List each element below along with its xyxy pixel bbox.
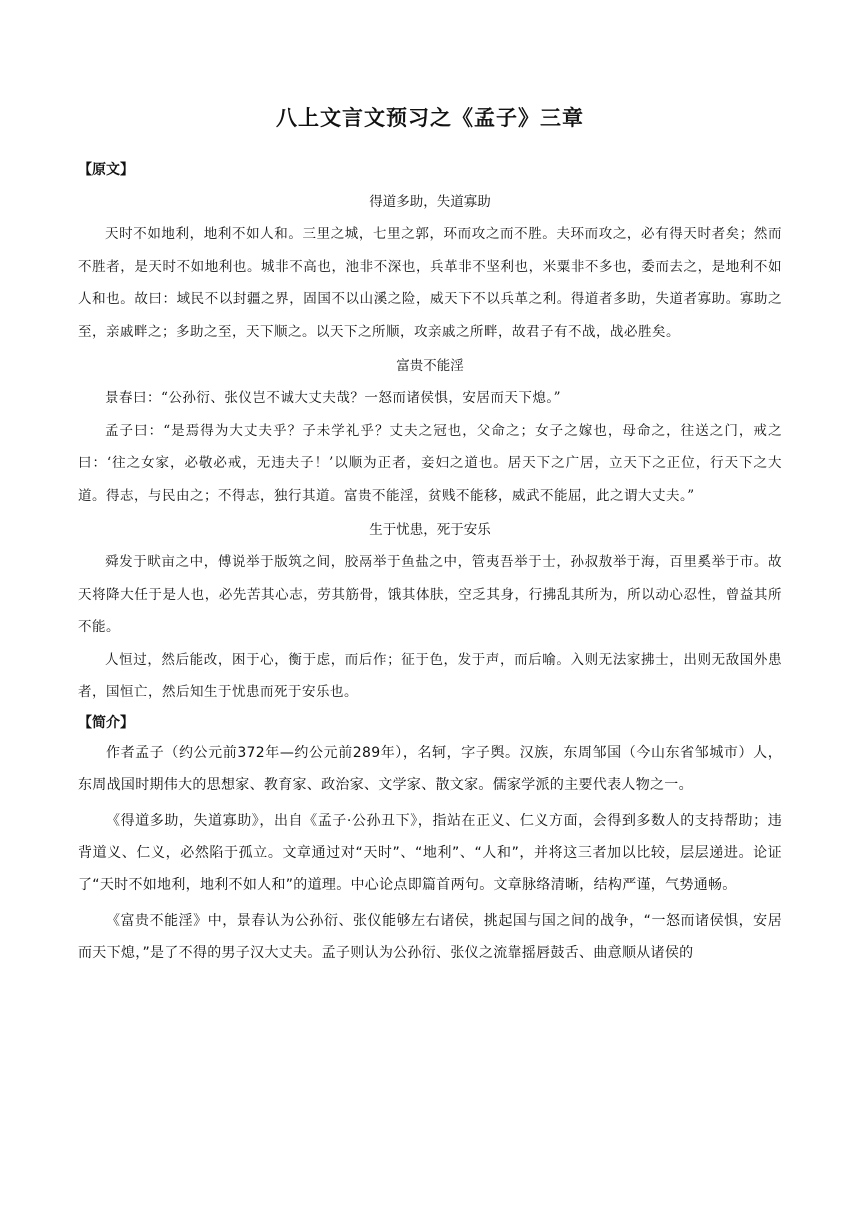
chapter-title-2: 富贵不能淫 bbox=[396, 358, 464, 374]
chapter-title-1: 得道多助，失道寡助 bbox=[369, 194, 491, 210]
section-heading-intro: 【简介】 bbox=[78, 714, 134, 731]
intro-paragraph-1: 作者孟子（约公元前372年—约公元前289年），名轲，字子舆。汉族，东周邹国（今山东省邹城市）人，东周战国时期伟大的思想家、教育家、政治家、文学家、散文家。儒家学派的主要代表人物之一。 bbox=[78, 744, 782, 793]
chapter-1-paragraph-1: 天时不如地利，地利不如人和。三里之城，七里之郭，环而攻之而不胜。夫环而攻之，必有得天时者矣；然而不胜者，是天时不如地利也。城非不高也，池非不深也，兵革非不坚利也，米粟非不多也，委而去之，是地利不如人和也。故曰：域民不以封疆之界，固国不以山溪之险，威天下不以兵革之利。得道者多助，失道者寡助。寡助之至，亲戚畔之；多助之至，天下顺之。以天下之所顺，攻亲戚之所畔，故君子有不战，战必胜矣。 bbox=[78, 226, 782, 340]
chapter-2-paragraph-2: 孟子曰：“是焉得为大丈夫乎？子未学礼乎？丈夫之冠也，父命之；女子之嫁也，母命之，往送之门，戒之曰：‘往之女家，必敬必戒，无违夫子！’以顺为正者，妾妇之道也。居天下之广居，立天下之正位，行天下之大道。得志，与民由之；不得志，独行其道。富贵不能淫，贫贱不能移，威武不能屈，此之谓大丈夫。” bbox=[78, 422, 782, 504]
chapter-3-paragraph-1: 舜发于畎亩之中，傅说举于版筑之间，胶鬲举于鱼盐之中，管夷吾举于士，孙叔敖举于海，百里奚举于市。故天将降大任于是人也，必先苦其心志，劳其筋骨，饿其体肤，空乏其身，行拂乱其所为，所以动心忍性，曾益其所不能。 bbox=[78, 554, 782, 635]
original-text bbox=[78, 186, 782, 709]
intro-text bbox=[78, 737, 782, 969]
chapter-title-3: 生于忧患，死于安乐 bbox=[369, 522, 491, 538]
chapter-2-paragraph-1: 景春曰：“公孙衍、张仪岂不诚大丈夫哉？一怒而诸侯惧，安居而天下熄。” bbox=[105, 390, 562, 406]
intro-paragraph-3: 《富贵不能淫》中，景春认为公孙衍、张仪能够左右诸侯，挑起国与国之间的战争，“一怒而诸侯惧，安居而天下熄，”是了不得的男子汉大丈夫。孟子则认为公孙衍、张仪之流靠摇唇鼓舌、曲意顺从诸侯的 bbox=[78, 912, 782, 961]
intro-paragraph-2: 《得道多助，失道寡助》，出自《孟子·公孙丑下》，指站在正义、仁义方面，会得到多数人的支持帮助；违背道义、仁义，必然陷于孤立。文章通过对“天时”、“地利”、“人和”，并将这三者加以比较，层层递进。论证了“天时不如地利，地利不如人和”的道理。中心论点即篇首两句。文章脉络清晰，结构严谨，气势通畅。 bbox=[78, 812, 782, 893]
document-title: 八上文言文预习之《孟子》三章 bbox=[276, 106, 584, 130]
chapter-3-paragraph-2: 人恒过，然后能改，困于心，衡于虑，而后作；征于色，发于声，而后喻。入则无法家拂士，出则无敌国外患者，国恒亡，然后知生于忧患而死于安乐也。 bbox=[78, 651, 782, 700]
section-heading-original: 【原文】 bbox=[78, 162, 134, 178]
